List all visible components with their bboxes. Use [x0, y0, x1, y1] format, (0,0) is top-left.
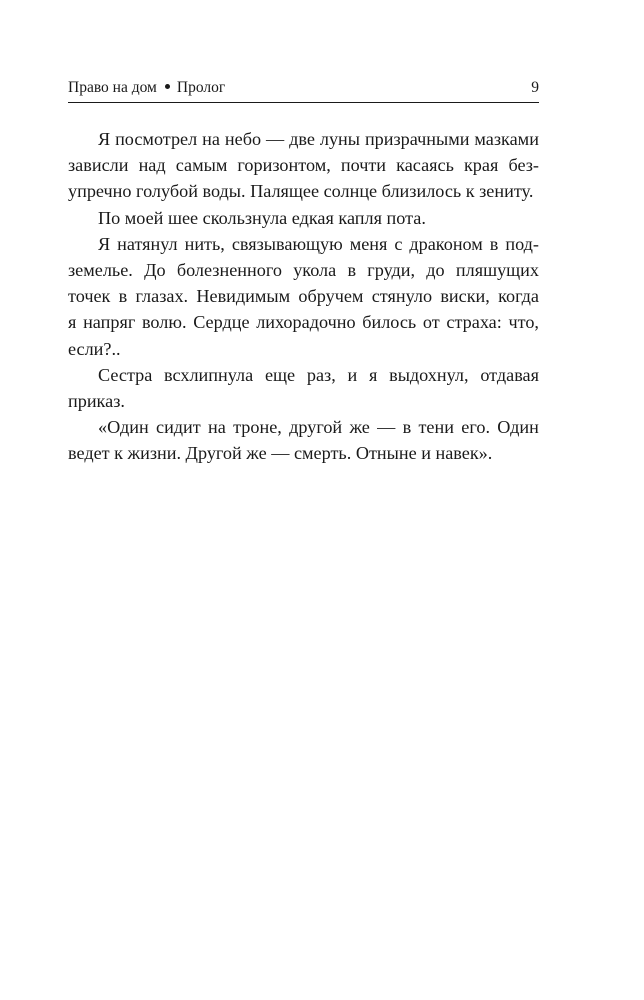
- text-line: зависли над самым горизонтом, почти касаясь края без-: [68, 155, 539, 176]
- chapter-title: Пролог: [176, 79, 226, 96]
- running-head-left: [68, 77, 225, 99]
- body-text: [68, 126, 539, 466]
- bullet-separator-icon: [165, 84, 170, 89]
- text-line: Я посмотрел на небо — две луны призрачными мазками: [98, 129, 539, 149]
- text-line: ведет к жизни. Другой же — смерть. Отныне и навек».: [68, 443, 493, 464]
- text-line: если?..: [68, 338, 121, 359]
- page-number: 9: [531, 79, 539, 96]
- text-line: приказ.: [68, 390, 125, 411]
- running-head: [68, 77, 539, 99]
- text-line: Я натянул нить, связывающую меня с драконом в под-: [98, 233, 539, 254]
- text-line: точек в глазах. Невидимым обручем стянуло виски, когда: [68, 286, 539, 307]
- book-title: Право на дом: [68, 79, 157, 96]
- text-line: упречно голубой воды. Палящее солнце близилось к зениту.: [68, 181, 534, 202]
- text-line: я напряг волю. Сердце лихорадочно билось от страха: что,: [68, 312, 539, 333]
- text-line: По моей шее скользнула едкая капля пота.: [98, 207, 426, 228]
- header-rule: [68, 102, 539, 103]
- text-line: земелье. До болезненного укола в груди, до пляшущих: [68, 259, 539, 280]
- text-line: Сестра всхлипнула еще раз, и я выдохнул, отдавая: [98, 364, 539, 385]
- text-line: «Один сидит на троне, другой же — в тени его. Один: [98, 417, 539, 438]
